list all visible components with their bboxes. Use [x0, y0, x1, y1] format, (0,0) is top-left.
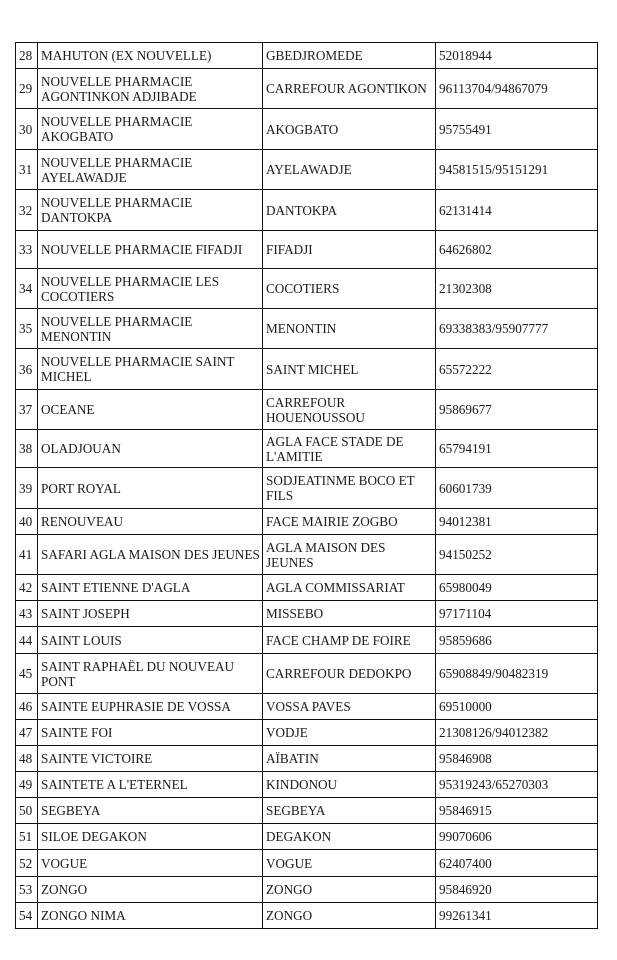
row-number: 37	[16, 390, 38, 430]
table-row	[16, 850, 598, 877]
pharmacy-phone: 95846915	[436, 798, 598, 824]
row-number: 38	[16, 430, 38, 468]
table-row	[16, 772, 598, 798]
pharmacy-location: FIFADJI	[263, 231, 436, 269]
pharmacy-location: CARREFOUR DEDOKPO	[263, 654, 436, 694]
pharmacy-location: VODJE	[263, 720, 436, 746]
pharmacy-name: SAFARI AGLA MAISON DES JEUNES	[38, 535, 263, 575]
pharmacy-location: AÏBATIN	[263, 746, 436, 772]
row-number: 33	[16, 231, 38, 269]
row-number: 48	[16, 746, 38, 772]
pharmacy-phone: 96113704/94867079	[436, 69, 598, 109]
pharmacy-location: VOGUE	[263, 850, 436, 877]
pharmacy-phone: 65794191	[436, 430, 598, 468]
pharmacy-name: NOUVELLE PHARMACIE SAINT MICHEL	[38, 349, 263, 390]
table-row	[16, 69, 598, 109]
pharmacy-phone: 99261341	[436, 903, 598, 929]
row-number: 39	[16, 468, 38, 509]
pharmacy-table	[15, 42, 598, 929]
pharmacy-name: SAINT LOUIS	[38, 627, 263, 654]
pharmacy-name: SAINTE EUPHRASIE DE VOSSA	[38, 694, 263, 720]
pharmacy-phone: 95846908	[436, 746, 598, 772]
pharmacy-name: OLADJOUAN	[38, 430, 263, 468]
pharmacy-location: GBEDJROMEDE	[263, 43, 436, 69]
table-row	[16, 694, 598, 720]
pharmacy-phone: 65908849/90482319	[436, 654, 598, 694]
pharmacy-phone: 94581515/95151291	[436, 150, 598, 190]
pharmacy-location: VOSSA PAVES	[263, 694, 436, 720]
pharmacy-phone: 64626802	[436, 231, 598, 269]
pharmacy-phone: 94150252	[436, 535, 598, 575]
table-row	[16, 824, 598, 850]
pharmacy-name: SAINT JOSEPH	[38, 601, 263, 627]
pharmacy-phone: 95859686	[436, 627, 598, 654]
row-number: 40	[16, 509, 38, 535]
pharmacy-name: SEGBEYA	[38, 798, 263, 824]
pharmacy-location: AKOGBATO	[263, 109, 436, 150]
pharmacy-location: AGLA COMMISSARIAT	[263, 575, 436, 601]
pharmacy-location: AYELAWADJE	[263, 150, 436, 190]
pharmacy-phone: 21308126/94012382	[436, 720, 598, 746]
pharmacy-phone: 69338383/95907777	[436, 309, 598, 349]
table-row	[16, 150, 598, 190]
pharmacy-phone: 99070606	[436, 824, 598, 850]
row-number: 34	[16, 269, 38, 309]
pharmacy-phone: 97171104	[436, 601, 598, 627]
pharmacy-name: NOUVELLE PHARMACIE AYELAWADJE	[38, 150, 263, 190]
table-row	[16, 390, 598, 430]
row-number: 50	[16, 798, 38, 824]
table-row	[16, 468, 598, 509]
pharmacy-phone: 69510000	[436, 694, 598, 720]
pharmacy-name: NOUVELLE PHARMACIE AKOGBATO	[38, 109, 263, 150]
pharmacy-name: ZONGO NIMA	[38, 903, 263, 929]
table-row	[16, 509, 598, 535]
pharmacy-phone: 65572222	[436, 349, 598, 390]
row-number: 30	[16, 109, 38, 150]
row-number: 52	[16, 850, 38, 877]
pharmacy-name: NOUVELLE PHARMACIE FIFADJI	[38, 231, 263, 269]
pharmacy-location: MISSEBO	[263, 601, 436, 627]
table-row	[16, 43, 598, 69]
pharmacy-phone: 94012381	[436, 509, 598, 535]
table-row	[16, 720, 598, 746]
table-row	[16, 746, 598, 772]
pharmacy-location: AGLA FACE STADE DE L'AMITIE	[263, 430, 436, 468]
pharmacy-location: COCOTIERS	[263, 269, 436, 309]
pharmacy-name: PORT ROYAL	[38, 468, 263, 509]
pharmacy-location: DANTOKPA	[263, 190, 436, 231]
pharmacy-name: NOUVELLE PHARMACIE AGONTINKON ADJIBADE	[38, 69, 263, 109]
pharmacy-location: SODJEATINME BOCO ET FILS	[263, 468, 436, 509]
row-number: 45	[16, 654, 38, 694]
pharmacy-name: SAINT ETIENNE D'AGLA	[38, 575, 263, 601]
row-number: 49	[16, 772, 38, 798]
row-number: 44	[16, 627, 38, 654]
pharmacy-name: SILOE DEGAKON	[38, 824, 263, 850]
pharmacy-phone: 62407400	[436, 850, 598, 877]
pharmacy-phone: 21302308	[436, 269, 598, 309]
pharmacy-location: DEGAKON	[263, 824, 436, 850]
pharmacy-location: KINDONOU	[263, 772, 436, 798]
pharmacy-location: ZONGO	[263, 903, 436, 929]
pharmacy-phone: 95319243/65270303	[436, 772, 598, 798]
pharmacy-location: FACE MAIRIE ZOGBO	[263, 509, 436, 535]
row-number: 43	[16, 601, 38, 627]
pharmacy-table-body	[16, 43, 598, 929]
pharmacy-phone: 95869677	[436, 390, 598, 430]
table-row	[16, 601, 598, 627]
table-row	[16, 654, 598, 694]
table-row	[16, 309, 598, 349]
pharmacy-name: SAINTETE A L'ETERNEL	[38, 772, 263, 798]
table-row	[16, 903, 598, 929]
row-number: 46	[16, 694, 38, 720]
pharmacy-name: SAINT RAPHAËL DU NOUVEAU PONT	[38, 654, 263, 694]
row-number: 31	[16, 150, 38, 190]
row-number: 41	[16, 535, 38, 575]
table-row	[16, 575, 598, 601]
row-number: 51	[16, 824, 38, 850]
table-row	[16, 535, 598, 575]
pharmacy-location: ZONGO	[263, 877, 436, 903]
pharmacy-name: RENOUVEAU	[38, 509, 263, 535]
pharmacy-phone: 62131414	[436, 190, 598, 231]
pharmacy-name: VOGUE	[38, 850, 263, 877]
row-number: 53	[16, 877, 38, 903]
pharmacy-location: AGLA MAISON DES JEUNES	[263, 535, 436, 575]
table-row	[16, 231, 598, 269]
row-number: 36	[16, 349, 38, 390]
table-row	[16, 877, 598, 903]
pharmacy-phone: 52018944	[436, 43, 598, 69]
table-row	[16, 269, 598, 309]
pharmacy-location: FACE CHAMP DE FOIRE	[263, 627, 436, 654]
pharmacy-name: ZONGO	[38, 877, 263, 903]
row-number: 32	[16, 190, 38, 231]
table-row	[16, 798, 598, 824]
pharmacy-location: CARREFOUR HOUENOUSSOU	[263, 390, 436, 430]
row-number: 28	[16, 43, 38, 69]
pharmacy-phone: 95755491	[436, 109, 598, 150]
table-row	[16, 190, 598, 231]
pharmacy-name: NOUVELLE PHARMACIE DANTOKPA	[38, 190, 263, 231]
pharmacy-name: OCEANE	[38, 390, 263, 430]
pharmacy-name: SAINTE VICTOIRE	[38, 746, 263, 772]
pharmacy-phone: 95846920	[436, 877, 598, 903]
table-row	[16, 349, 598, 390]
table-row	[16, 109, 598, 150]
row-number: 54	[16, 903, 38, 929]
pharmacy-name: SAINTE FOI	[38, 720, 263, 746]
pharmacy-location: MENONTIN	[263, 309, 436, 349]
pharmacy-phone: 65980049	[436, 575, 598, 601]
pharmacy-location: SAINT MICHEL	[263, 349, 436, 390]
pharmacy-name: MAHUTON (EX NOUVELLE)	[38, 43, 263, 69]
pharmacy-phone: 60601739	[436, 468, 598, 509]
row-number: 42	[16, 575, 38, 601]
row-number: 47	[16, 720, 38, 746]
row-number: 35	[16, 309, 38, 349]
table-row	[16, 430, 598, 468]
pharmacy-name: NOUVELLE PHARMACIE MENONTIN	[38, 309, 263, 349]
pharmacy-location: CARREFOUR AGONTIKON	[263, 69, 436, 109]
row-number: 29	[16, 69, 38, 109]
table-row	[16, 627, 598, 654]
pharmacy-name: NOUVELLE PHARMACIE LES COCOTIERS	[38, 269, 263, 309]
pharmacy-location: SEGBEYA	[263, 798, 436, 824]
